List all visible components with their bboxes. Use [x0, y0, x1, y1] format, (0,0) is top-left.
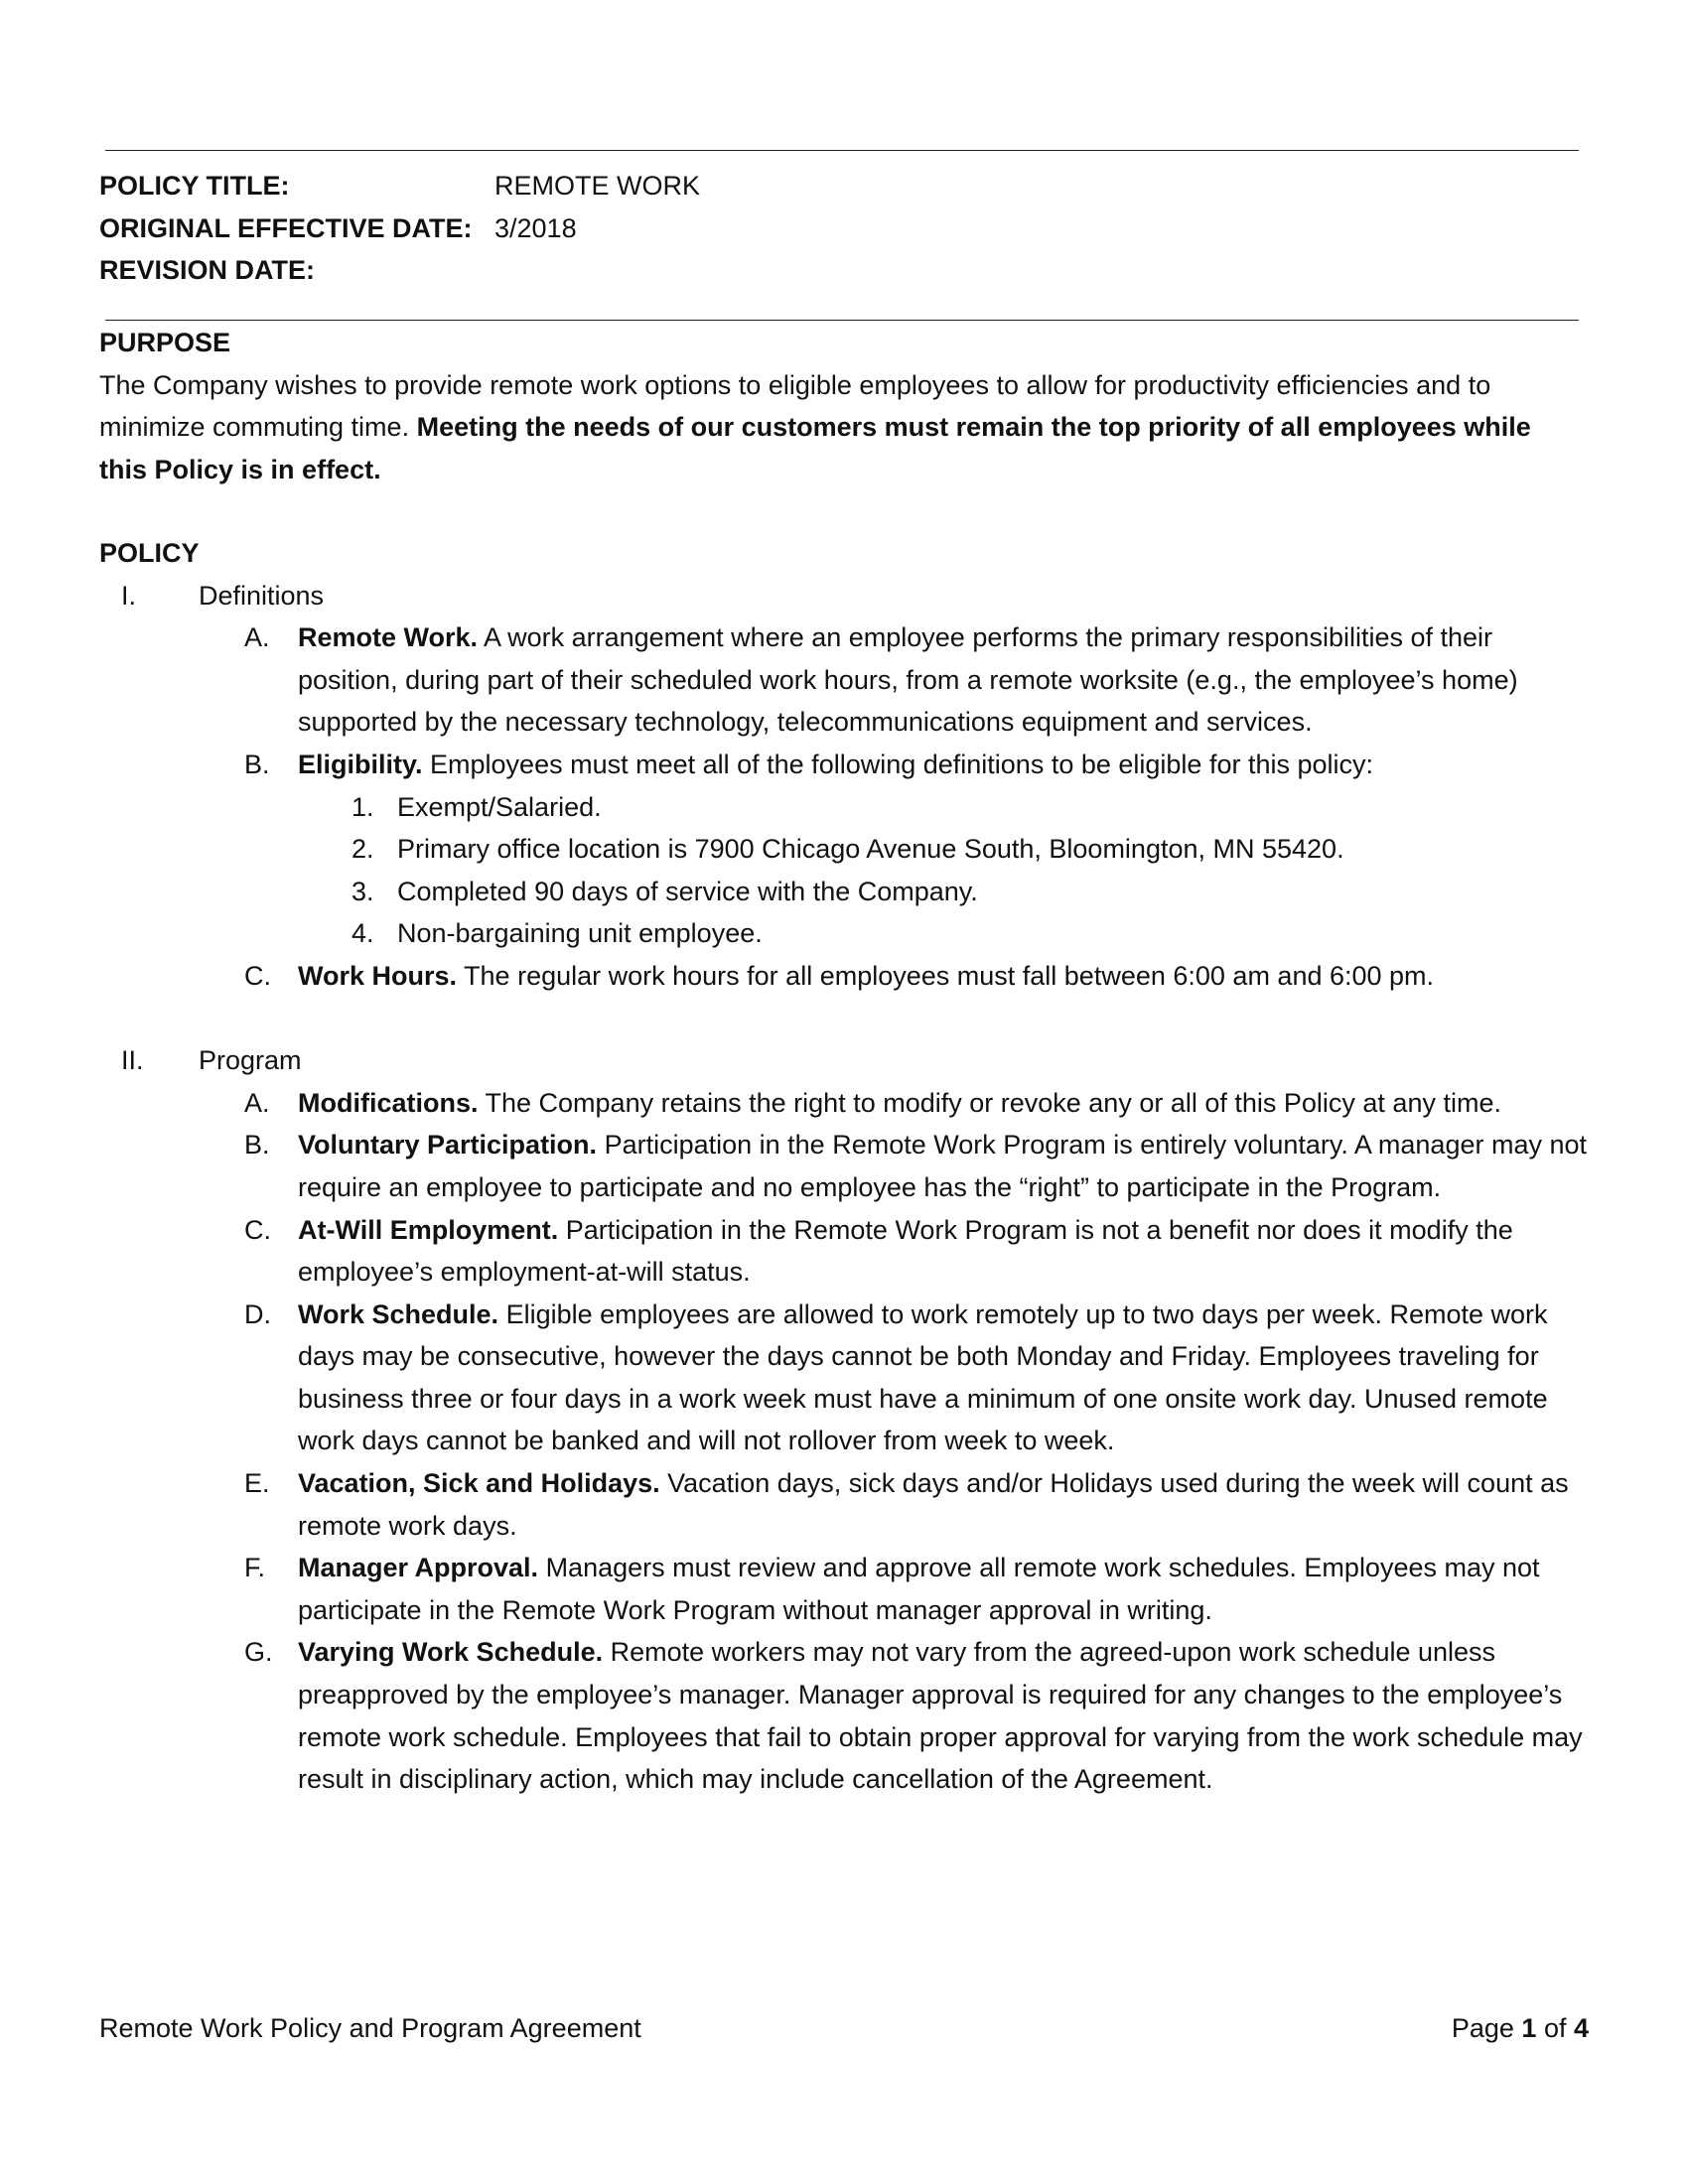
item-text: Participation in the Remote Work Program is not a benefit nor does it modify the employee’s employment-at-will status. [298, 1214, 1513, 1288]
eligibility-list-item [342, 828, 1589, 871]
item-letter: A. [244, 622, 270, 653]
item-body [298, 1294, 1589, 1462]
definition-remote-work [242, 616, 1589, 744]
list-number: 3. [352, 876, 374, 906]
program-varying-work-schedule [242, 1631, 1589, 1800]
item-term: Eligibility. [298, 749, 423, 779]
policy-title-label: POLICY TITLE: [99, 171, 290, 201]
page-footer [99, 2007, 1589, 2050]
list-text: Non-bargaining unit employee. [397, 918, 763, 949]
purpose-section [99, 322, 1589, 490]
item-letter: D. [244, 1298, 271, 1329]
page-number [1452, 2007, 1589, 2050]
item-letter: C. [244, 1214, 271, 1245]
section-title: Definitions [199, 580, 325, 611]
item-body [298, 1462, 1589, 1547]
page-of: of [1536, 2013, 1574, 2043]
item-term: Voluntary Participation. [298, 1130, 598, 1160]
item-body [298, 1124, 1589, 1208]
purpose-paragraph [99, 364, 1579, 491]
page-prefix: Page [1451, 2013, 1522, 2043]
item-text: Managers must review and approve all remote work schedules. Employees may not participate in the Remote Work Program without manager approval in writing. [298, 1553, 1540, 1625]
section-numeral: I. [121, 580, 137, 611]
list-text: Exempt/Salaried. [397, 791, 602, 822]
page-current: 1 [1521, 2013, 1537, 2043]
header-bottom-divider [105, 320, 1579, 321]
item-body [298, 616, 1589, 744]
section-definitions [99, 575, 1589, 617]
section-spacer [99, 998, 1589, 1040]
eligibility-list-item [342, 786, 1589, 829]
item-text: The Company retains the right to modify or revoke any or all of this Policy at any time. [478, 1087, 1501, 1118]
item-body [298, 1209, 1589, 1294]
effective-date-value: 3/2018 [494, 212, 577, 243]
policy-title-row [99, 165, 700, 207]
list-text: Primary office location is 7900 Chicago Avenue South, Bloomington, MN 55420. [397, 834, 1344, 865]
item-term: Remote Work. [298, 622, 479, 653]
item-text: Vacation days, sick days and/or Holidays used during the week will count as remote work days. [298, 1468, 1569, 1541]
policy-header [99, 165, 700, 292]
program-modifications [242, 1082, 1589, 1125]
purpose-bold-text: Meeting the needs of our customers must remain the top priority of all employees while this Policy is in effect. [99, 412, 1531, 484]
program-manager-approval [242, 1547, 1589, 1631]
program-work-schedule [242, 1294, 1589, 1462]
item-term: Manager Approval. [298, 1553, 539, 1583]
policy-section [99, 532, 1589, 1801]
section-program [99, 1039, 1589, 1082]
purpose-heading: PURPOSE [99, 328, 231, 357]
effective-date-label: ORIGINAL EFFECTIVE DATE: [99, 212, 473, 243]
section-title: Program [199, 1045, 302, 1076]
item-body [298, 744, 1589, 786]
item-term: Work Hours. [298, 960, 458, 991]
eligibility-list-item [342, 871, 1589, 913]
eligibility-list-item [342, 912, 1589, 955]
definition-eligibility [242, 744, 1589, 786]
item-letter: G. [244, 1637, 273, 1668]
item-term: At-Will Employment. [298, 1214, 559, 1245]
list-number: 4. [352, 918, 374, 949]
item-letter: A. [244, 1087, 270, 1118]
section-numeral: II. [121, 1045, 144, 1076]
revision-date-row [99, 249, 700, 292]
effective-date-row [99, 207, 700, 250]
purpose-text: The Company wishes to provide remote work options to eligible employees to allow for productivity efficiencies and to minimize commuting time. [99, 369, 1491, 443]
item-letter: E. [244, 1468, 270, 1499]
item-body [298, 1547, 1589, 1631]
footer-title: Remote Work Policy and Program Agreement [99, 2013, 641, 2043]
item-text: Employees must meet all of the following definitions to be eligible for this policy: [422, 749, 1374, 779]
item-text: Remote workers may not vary from the agreed-upon work schedule unless preapproved by the employee’s manager. Manager approval is required for any changes to the employee’s remote work schedule. Employees that fail to obtain proper approval for varying from the work schedule may result in disciplinary action, which may include cancellation of the Agreement. [298, 1637, 1583, 1795]
policy-title-value: REMOTE WORK [494, 171, 700, 201]
revision-date-label: REVISION DATE: [99, 255, 316, 286]
item-term: Varying Work Schedule. [298, 1637, 604, 1668]
item-term: Work Schedule. [298, 1298, 499, 1329]
item-body [298, 1082, 1589, 1125]
list-text: Completed 90 days of service with the Company. [397, 876, 978, 906]
definition-work-hours [242, 955, 1589, 998]
item-text: A work arrangement where an employee performs the primary responsibilities of their position, during part of their scheduled work hours, from a remote worksite (e.g., the employee’s home) supported by the necessary technology, telecommunications equipment and services. [298, 622, 1518, 738]
policy-heading: POLICY [99, 538, 200, 568]
header-top-divider [105, 150, 1579, 151]
page-total: 4 [1573, 2013, 1589, 2043]
list-number: 1. [352, 791, 374, 822]
item-text: Participation in the Remote Work Program is entirely voluntary. A manager may not require an employee to participate and no employee has the “right” to participate in the Program. [298, 1130, 1588, 1202]
program-at-will-employment [242, 1209, 1589, 1294]
item-letter: F. [244, 1553, 266, 1583]
program-vacation-sick-holidays [242, 1462, 1589, 1547]
item-text: The regular work hours for all employees must fall between 6:00 am and 6:00 pm. [457, 960, 1435, 991]
item-term: Vacation, Sick and Holidays. [298, 1468, 660, 1499]
program-voluntary-participation [242, 1124, 1589, 1208]
item-term: Modifications. [298, 1087, 479, 1118]
item-letter: B. [244, 1130, 270, 1160]
item-letter: B. [244, 749, 270, 779]
item-letter: C. [244, 960, 271, 991]
item-text: Eligible employees are allowed to work remotely up to two days per week. Remote work days may be consecutive, however the days cannot be both Monday and Friday. Employees traveling for business three or four days in a work week must have a minimum of one onsite work day. Unused remote work days cannot be banked and will not rollover from week to week. [298, 1298, 1548, 1456]
item-body [298, 1631, 1589, 1800]
list-number: 2. [352, 834, 374, 865]
item-body [298, 955, 1589, 998]
